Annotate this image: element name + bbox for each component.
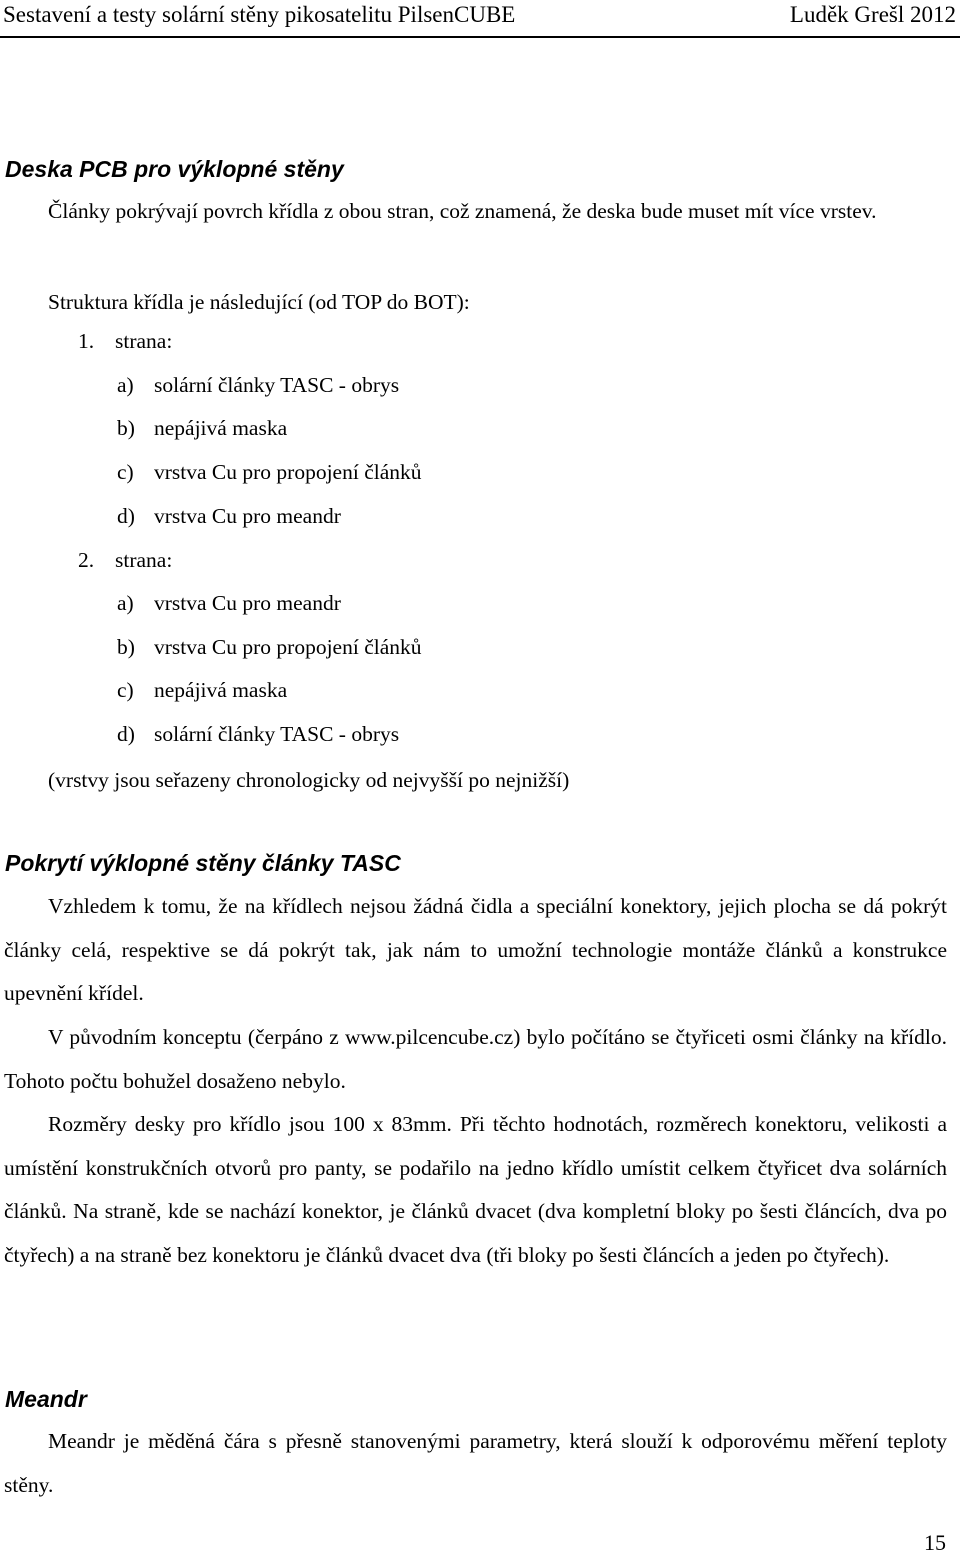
- sublist-item: [117, 416, 287, 441]
- paragraph-text: Rozměry desky pro křídlo jsou 100 x 83mm. Při těchto hodnotách, rozměrech konektoru, velikosti a umístění konstrukčních otvorů pro panty, se podařilo na jedno křídlo umístit celkem čtyřicet dva solárních článků. Na straně, kde se nachází konektor, je článků dvacet (dva kompletní bloky po šesti článcích, dva po čtyřech) a na straně bez konektoru je článků dvacet dva (tři bloky po šesti článcích a jeden po čtyřech).: [4, 1112, 947, 1267]
- paragraph-original-concept: [4, 1016, 947, 1103]
- list-marker: a): [117, 373, 134, 397]
- sublist-item: [117, 504, 341, 529]
- sublist-item: [117, 635, 422, 660]
- list-text: strana:: [115, 548, 173, 572]
- paragraph-dimensions: [4, 1103, 947, 1277]
- page-number: 15: [924, 1530, 946, 1555]
- section-heading-coverage: Pokrytí výklopné stěny články TASC: [5, 850, 401, 876]
- list-text: vrstva Cu pro meandr: [154, 504, 341, 528]
- sublist-item: [117, 373, 399, 398]
- list-marker: c): [117, 460, 134, 484]
- paragraph-text: Meandr je měděná čára s přesně stanovenými parametry, která slouží k odporovému měření teploty stěny.: [4, 1429, 947, 1497]
- list-text: vrstva Cu pro meandr: [154, 591, 341, 615]
- list-item-side-2: [78, 548, 172, 573]
- list-text: strana:: [115, 329, 173, 353]
- list-text: nepájivá maska: [154, 678, 288, 702]
- list-marker: d): [117, 504, 135, 528]
- list-text: vrstva Cu pro propojení článků: [154, 635, 422, 659]
- list-marker: d): [117, 722, 135, 746]
- list-text: nepájivá maska: [154, 416, 288, 440]
- list-marker: 1.: [78, 329, 95, 353]
- header-title: Sestavení a testy solární stěny pikosatelitu PilsenCUBE: [3, 2, 516, 27]
- header-author-year: Luděk Grešl 2012: [789, 2, 956, 27]
- paragraph-coverage: [4, 885, 947, 1016]
- paragraph-meandr: [4, 1420, 947, 1507]
- list-item-side-1: [78, 329, 172, 354]
- paragraph-text: V původním konceptu (čerpáno z www.pilcencube.cz) bylo počítáno se čtyřiceti osmi články na křídlo. Tohoto počtu bohužel dosaženo nebylo.: [4, 1025, 947, 1093]
- list-marker: b): [117, 416, 135, 440]
- list-marker: c): [117, 678, 134, 702]
- list-text: solární články TASC - obrys: [154, 373, 400, 397]
- list-marker: 2.: [78, 548, 95, 572]
- sublist-item: [117, 678, 287, 703]
- sublist-item: [117, 591, 341, 616]
- sublist-item: [117, 722, 399, 747]
- paragraph-articles-cover: [4, 190, 947, 234]
- list-marker: b): [117, 635, 135, 659]
- section-heading-meandr: Meandr: [5, 1386, 87, 1412]
- paragraph-structure: Struktura křídla je následující (od TOP do BOT):: [48, 290, 470, 314]
- paragraph-text: Články pokrývají povrch křídla z obou stran, což znamená, že deska bude muset mít více vrstev.: [48, 199, 877, 223]
- list-text: solární články TASC - obrys: [154, 722, 400, 746]
- section-heading-pcb: Deska PCB pro výklopné stěny: [5, 156, 344, 182]
- page-header: [0, 0, 960, 38]
- list-text: vrstva Cu pro propojení článků: [154, 460, 422, 484]
- note-chronological: (vrstvy jsou seřazeny chronologicky od nejvyšší po nejnižší): [48, 768, 570, 792]
- list-marker: a): [117, 591, 134, 615]
- paragraph-text: Vzhledem k tomu, že na křídlech nejsou žádná čidla a speciální konektory, jejich plocha se dá pokrýt články celá, respektive se dá pokrýt tak, jak nám to umožní technologie montáže článků a konstrukce upevnění křídel.: [4, 894, 947, 1005]
- sublist-item: [117, 460, 422, 485]
